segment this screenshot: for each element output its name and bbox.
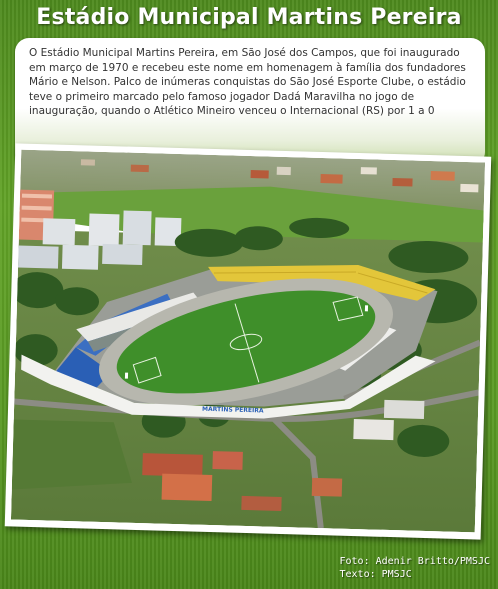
description-text: O Estádio Municipal Martins Pereira, em São José dos Campos, que foi inaugurado em março de 1970 e recebeu este nome em homenagem à família dos fundadores Mário e Nelson. Palco de inúmeras conquistas do São José Esporte Clube, o estádio teve o primeiro marcado pelo famoso jogador Dadá Maravilha no jogo de inauguração, quando o Atlético Mineiro venceu o Internacional (RS) por 1 a 0 <box>29 47 466 118</box>
photo-frame <box>5 143 492 539</box>
stadium-sign: MARTINS PEREIRA <box>201 405 264 415</box>
page-title: Estádio Municipal Martins Pereira <box>36 5 462 30</box>
lower-grass <box>12 419 134 492</box>
text-credit: Texto: PMSJC <box>339 569 412 580</box>
credits <box>339 555 490 581</box>
stadium-aerial-photo <box>11 150 485 533</box>
stadium-illustration <box>11 150 485 533</box>
photo-credit: Foto: Adenir Britto/PMSJC <box>339 556 490 567</box>
